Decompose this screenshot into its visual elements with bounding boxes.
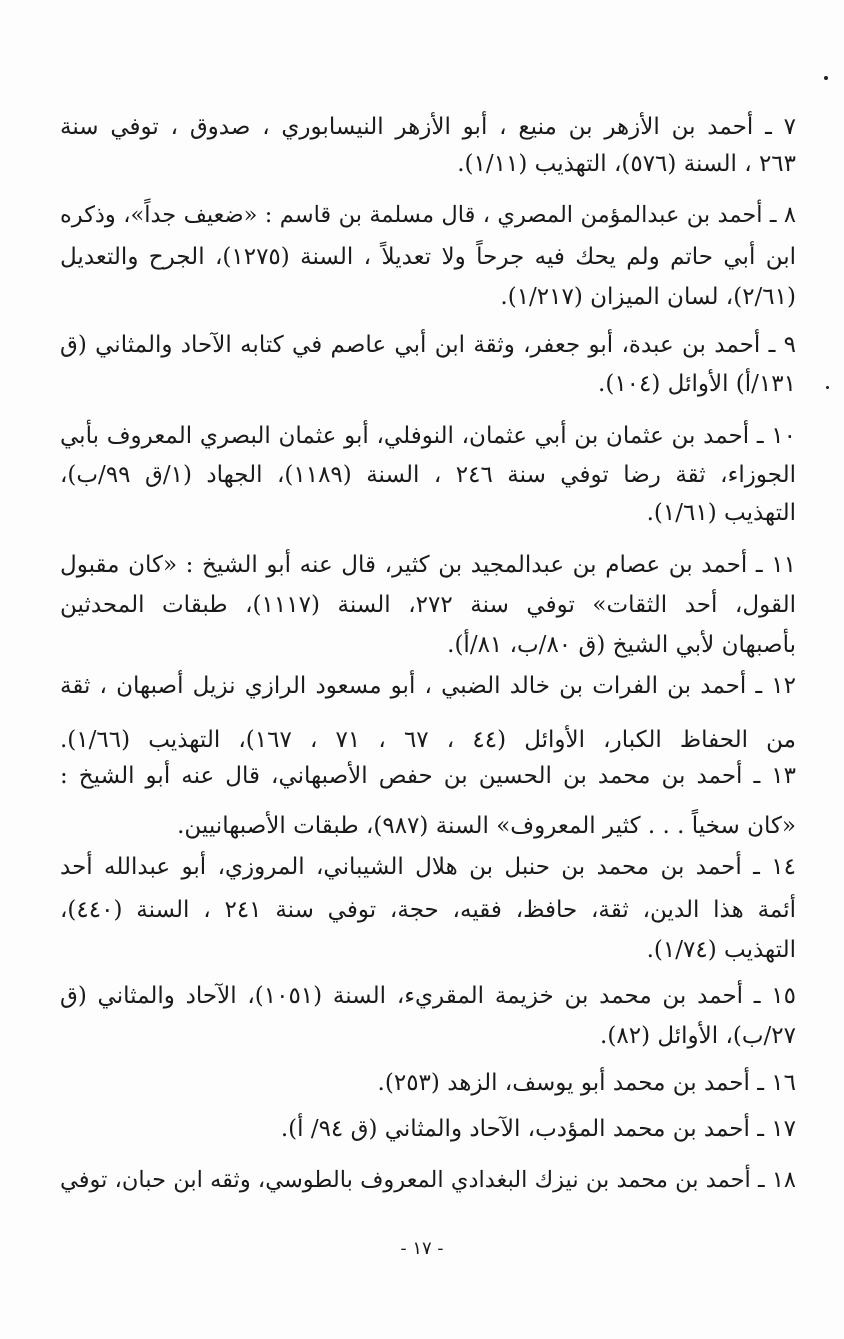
margin-speck: [824, 76, 828, 80]
entry-line: ١٥ ـ أحمد بن محمد بن خزيمة المقريء، السنة (١٠٥١)، الآحاد والمثاني (ق: [60, 983, 796, 1009]
entry-line: ١١ ـ أحمد بن عصام بن عبدالمجيد بن كثير، قال عنه أبو الشيخ : «كان مقبول: [60, 552, 796, 578]
entry-line: ٩ ـ أحمد بن عبدة، أبو جعفر، وثقة ابن أبي عاصم في كتابه الآحاد والمثاني (ق: [60, 332, 796, 358]
entry-line: (٢/٦١)، لسان الميزان (١/٢١٧).: [500, 284, 796, 310]
entry-line: القول، أحد الثقات» توفي سنة ٢٧٢، السنة (١١١٧)، طبقات المحدثين: [60, 592, 796, 618]
entry-line: «كان سخياً . . . كثير المعروف» السنة (٩٨٧)، طبقات الأصبهانيين.: [177, 813, 796, 839]
entry-line: ٨ ـ أحمد بن عبدالمؤمن المصري ، قال مسلمة بن قاسم : «ضعيف جداً»، وذكره: [60, 202, 796, 228]
entry-line: ٧ ـ أحمد بن الأزهر بن منيع ، أبو الأزهر النيسابوري ، صدوق ، توفي سنة: [60, 114, 796, 140]
margin-speck: [826, 386, 829, 389]
entry-line: ١٣ ـ أحمد بن محمد بن الحسين بن حفص الأصبهاني، قال عنه أبو الشيخ :: [60, 763, 796, 789]
entry-line: من الحفاظ الكبار، الأوائل (٤٤ ، ٦٧ ، ٧١ ، ١٦٧)، التهذيب (١/٦٦).: [60, 727, 796, 753]
entry-line: ١٢ ـ أحمد بن الفرات بن خالد الضبي ، أبو مسعود الرازي نزيل أصبهان ، ثقة: [60, 673, 796, 699]
entry-line: الجوزاء، ثقة رضا توفي سنة ٢٤٦ ، السنة (١١٨٩)، الجهاد (١/ق ٩٩/ب)،: [60, 462, 796, 488]
entry-line: أئمة هذا الدين، ثقة، حافظ، فقيه، حجة، توفي سنة ٢٤١ ، السنة (٤٤٠)،: [60, 897, 796, 923]
entry-line: ١٦ ـ أحمد بن محمد أبو يوسف، الزهد (٢٥٣).: [377, 1070, 796, 1096]
entry-line: ٢٦٣ ، السنة (٥٧٦)، التهذيب (١/١١).: [457, 151, 796, 177]
entry-line: ١٣١/أ) الأوائل (١٠٤).: [598, 371, 796, 397]
entry-line: ١٨ ـ أحمد بن محمد بن نيزك البغدادي المعروف بالطوسي، وثقه ابن حبان، توفي: [60, 1167, 796, 1193]
entry-line: بأصبهان لأبي الشيخ (ق ٨٠/ب، ٨١/أ).: [447, 632, 796, 658]
entry-line: ٢٧/ب)، الأوائل (٨٢).: [600, 1023, 796, 1049]
entry-line: ١٧ ـ أحمد بن محمد المؤدب، الآحاد والمثاني (ق ٩٤/ أ).: [280, 1116, 796, 1142]
page-number: - ١٧ -: [400, 1238, 444, 1259]
entry-line: ١٠ ـ أحمد بن عثمان بن أبي عثمان، النوفلي، أبو عثمان البصري المعروف بأبي: [60, 423, 796, 449]
entry-line: ابن أبي حاتم ولم يحك فيه جرحاً ولا تعديلاً ، السنة (١٢٧٥)، الجرح والتعديل: [60, 244, 796, 270]
entry-line: التهذيب (١/٦١).: [646, 500, 796, 526]
entry-line: التهذيب (١/٧٤).: [646, 937, 796, 963]
entry-line: ١٤ ـ أحمد بن محمد بن حنبل بن هلال الشيباني، المروزي، أبو عبدالله أحد: [60, 854, 796, 880]
